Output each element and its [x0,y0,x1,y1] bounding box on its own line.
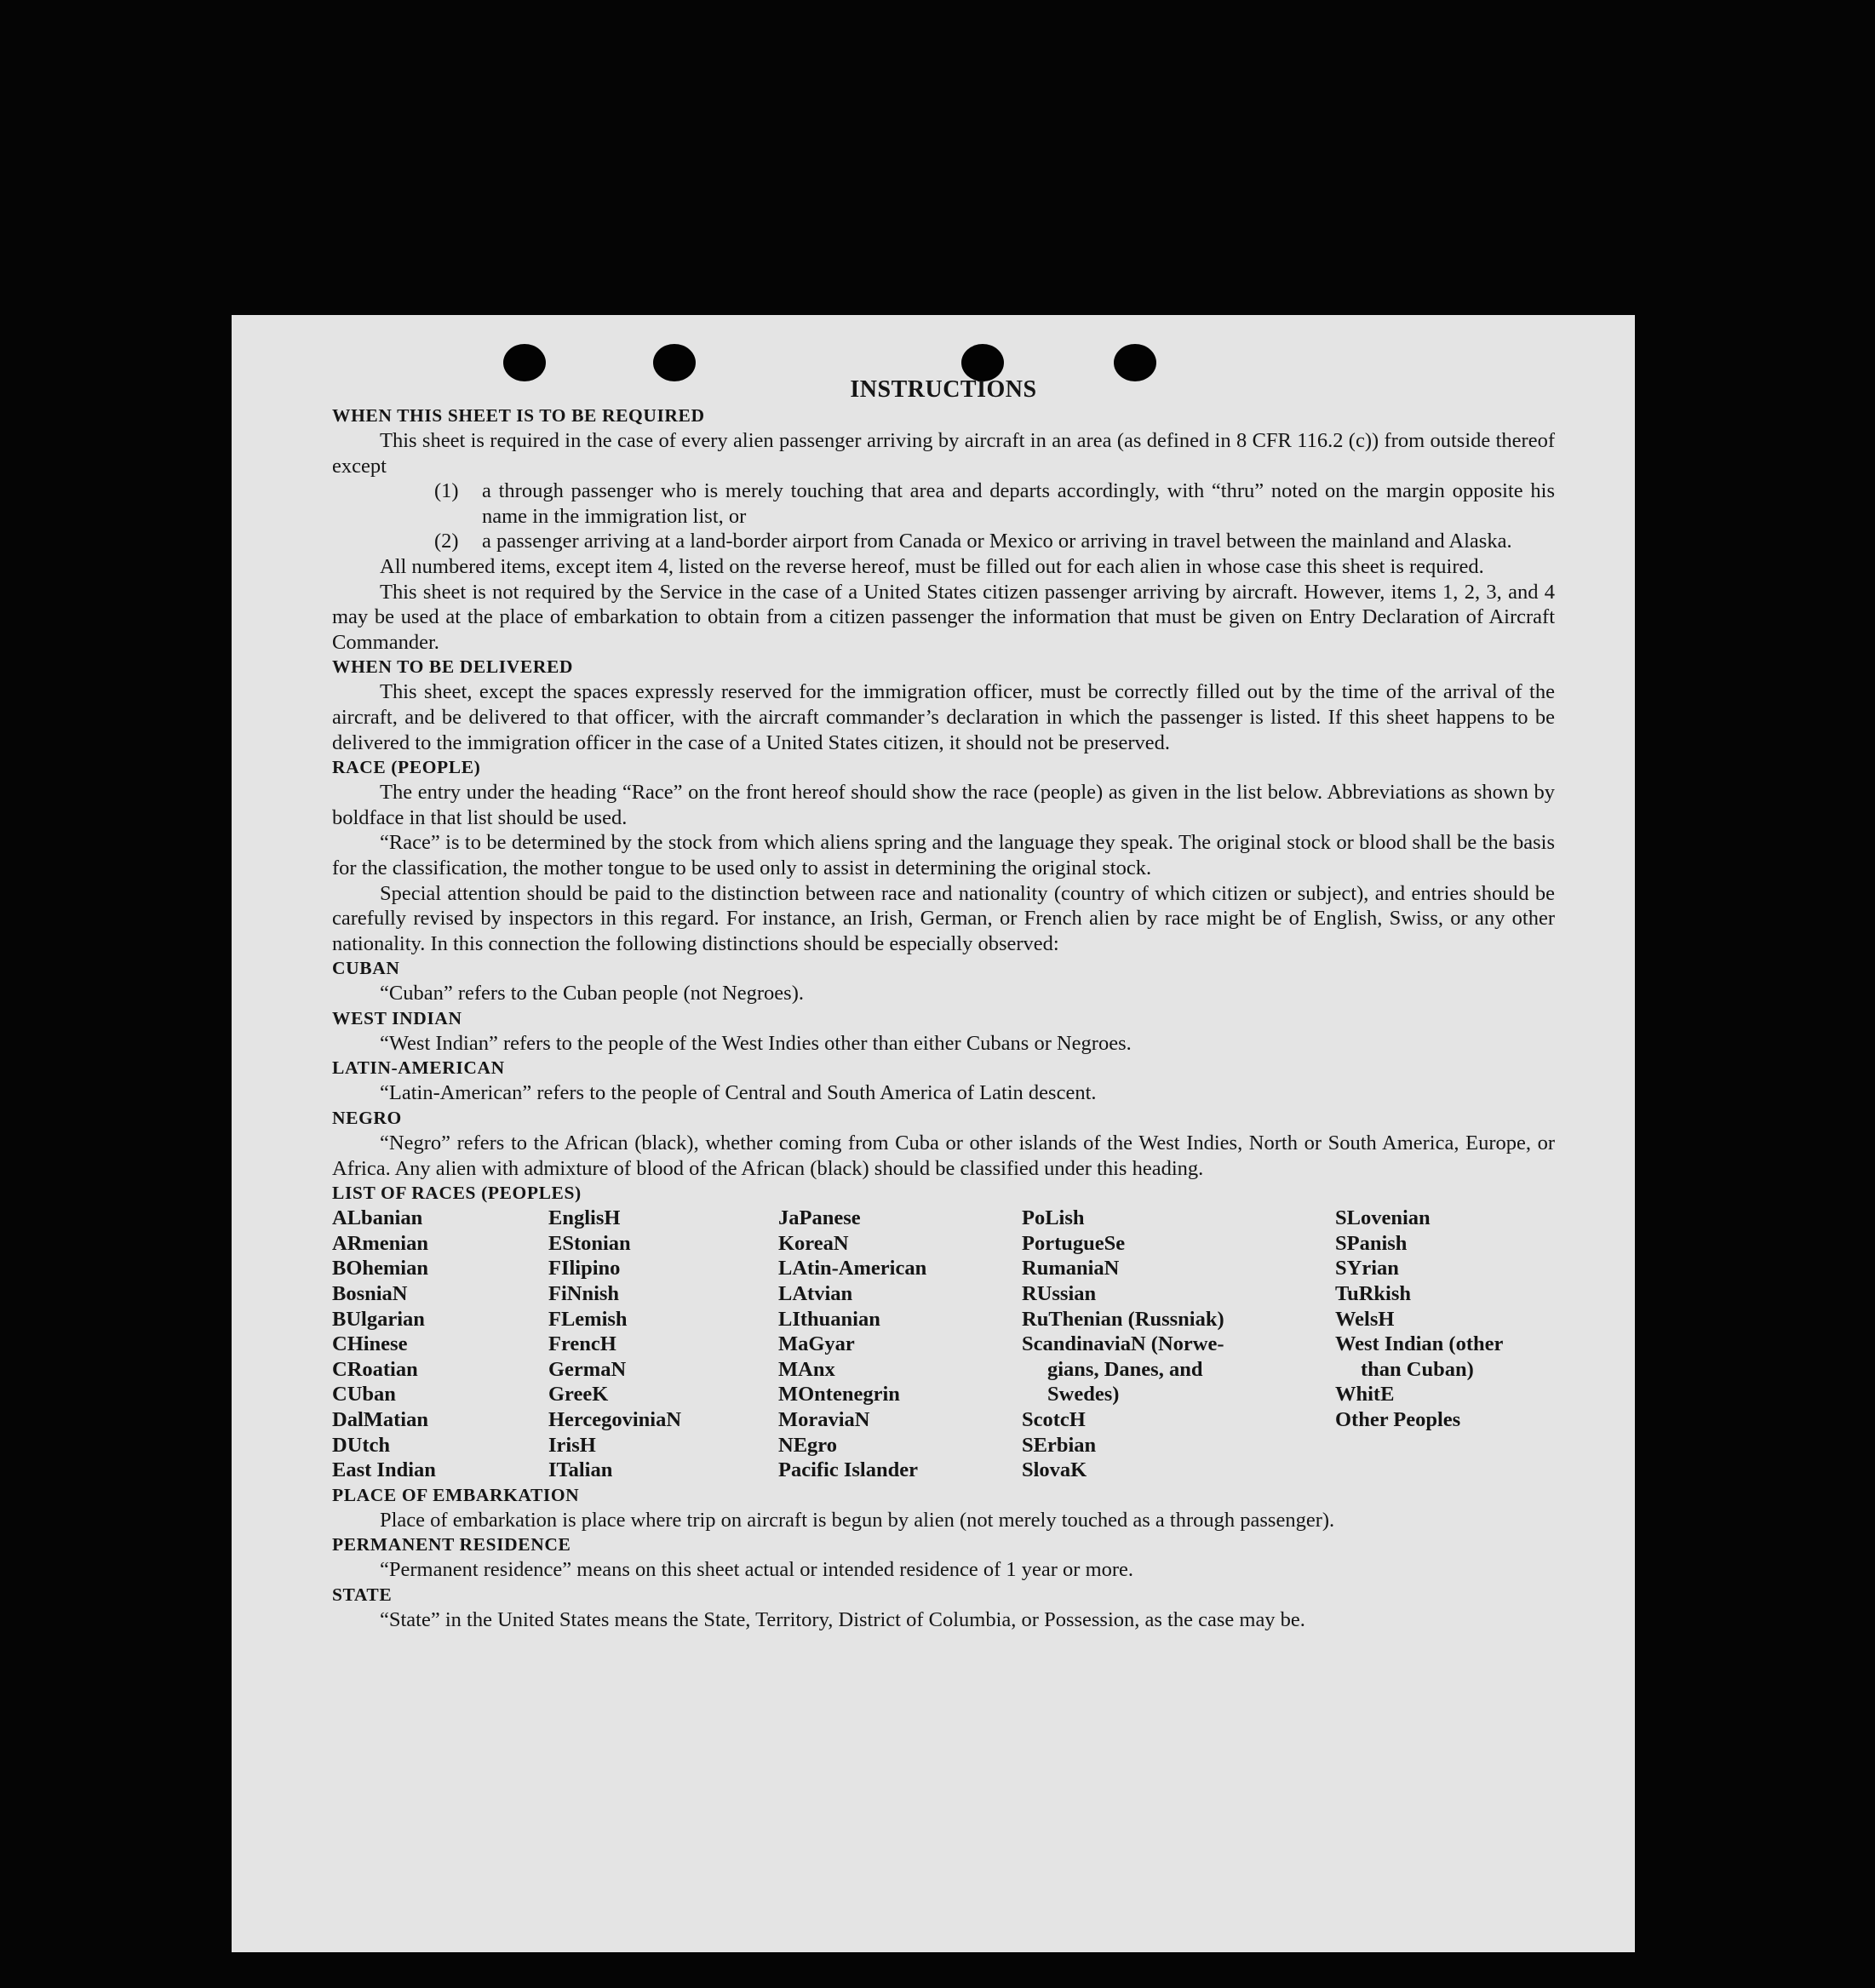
race-entry: MaGyar [778,1332,855,1356]
section-heading: NEGRO [332,1108,402,1129]
race-entry: MOntenegrin [778,1383,900,1406]
race-entry: East Indian [332,1458,436,1482]
section-heading: PLACE OF EMBARKATION [332,1484,580,1505]
paragraph: “State” in the United States means the State, Territory, District of Columbia, or Possession, as the case may be. [380,1607,1305,1631]
race-entry: ALbanian [332,1206,423,1230]
race-entry: FLemish [548,1307,628,1331]
paragraph: Special attention should be paid to the distinction between race and nationality (country of which citizen or subject), and entries should be carefully revised by inspectors in this regard. For instance, an Irish, German, or French alien by race might be of English, Swiss, or any other nationality. In this connection the following distinctions should be especially observed: [332,881,1555,955]
race-entry: SlovaK [1022,1458,1087,1482]
race-entry: PortugueSe [1022,1231,1126,1255]
paragraph: “Permanent residence” means on this sheet actual or intended residence of 1 year or more. [380,1558,1134,1582]
item-text: a through passenger who is merely touching that area and departs accordingly, with “thru” noted on the margin opposite his name in the immigration list, or [482,479,1555,528]
paragraph: “Cuban” refers to the Cuban people (not Negroes). [380,982,804,1005]
race-entry: FrencH [548,1332,616,1356]
item-number: (1) [434,479,459,503]
section-heading: WHEN THIS SHEET IS TO BE REQUIRED [332,405,705,426]
race-entry: JaPanese [778,1206,861,1230]
instructions-body [332,376,1555,1633]
race-entry: HercegoviniaN [548,1408,682,1431]
race-entry: EStonian [548,1231,631,1255]
races-column [1022,1206,1335,1483]
race-entry: LAtvian [778,1282,853,1306]
races-column [778,1206,1022,1483]
race-entry: SPanish [1335,1231,1408,1255]
section-heading: STATE [332,1584,393,1605]
race-entry: KoreaN [778,1231,849,1255]
list-item [434,478,1555,529]
races-list [332,1206,1555,1483]
race-entry: SLovenian [1335,1206,1431,1230]
race-entry: ITalian [548,1458,613,1482]
race-entry: BUlgarian [332,1307,425,1331]
race-entry: BOhemian [332,1257,428,1280]
races-column [332,1206,548,1483]
race-entry: LIthuanian [778,1307,880,1331]
race-entry: GermaN [548,1357,627,1381]
section-heading: RACE (PEOPLE) [332,757,481,778]
race-entry: GreeK [548,1383,609,1406]
race-entry: RumaniaN [1022,1257,1120,1280]
paragraph: This sheet, except the spaces expressly reserved for the immigration officer, must be correctly filled out by the time of the arrival of the aircraft, and be delivered to that officer, with the aircraft commander’s declaration in which the passenger is listed. If this sheet happens to be delivered to the immigration officer in the case of a United States citizen, it should not be preserved. [332,680,1555,754]
section-heading: WHEN TO BE DELIVERED [332,656,574,678]
race-entry: ScotcH [1022,1408,1086,1431]
race-entry: CUban [332,1383,396,1406]
paragraph: All numbered items, except item 4, listed on the reverse hereof, must be filled out for each alien in whose case this sheet is required. [380,554,1484,578]
race-entry: West Indian (other [1335,1332,1504,1356]
list-item [434,529,1555,554]
paragraph: “Race” is to be determined by the stock from which aliens spring and the language they speak. The original stock or blood shall be the basis for the classification, the mother tongue to be used only to assist in determining the original stock. [332,831,1555,879]
race-entry: FiNnish [548,1282,620,1306]
page-title: INSTRUCTIONS [850,376,1037,403]
section-heading: LIST OF RACES (PEOPLES) [332,1183,582,1204]
item-text: a passenger arriving at a land-border airport from Canada or Mexico or arriving in travel between the mainland and Alaska. [482,530,1512,553]
document-sheet [232,315,1635,1952]
race-entry: NEgro [778,1433,837,1457]
races-column [548,1206,778,1483]
race-entry: ScandinaviaN (Norwe- [1022,1332,1224,1356]
race-entry: MoraviaN [778,1408,870,1431]
paragraph: Place of embarkation is place where trip on aircraft is begun by alien (not merely touched as a through passenger). [380,1508,1335,1532]
race-entry: DalMatian [332,1408,428,1431]
race-entry: ARmenian [332,1231,428,1255]
item-number: (2) [434,530,459,553]
race-entry: LAtin-American [778,1257,927,1280]
race-entry: IrisH [548,1433,596,1457]
paragraph: This sheet is required in the case of every alien passenger arriving by aircraft in an area (as defined in 8 CFR 116.2 (c)) from outside thereof except [332,429,1555,478]
section-heading: LATIN-AMERICAN [332,1057,505,1079]
race-entry: gians, Danes, and [1047,1357,1203,1381]
paragraph: “Latin-American” refers to the people of Central and South America of Latin descent. [380,1081,1097,1105]
race-entry: SYrian [1335,1257,1399,1280]
race-entry: DUtch [332,1433,391,1457]
race-entry: WhitE [1335,1383,1395,1406]
race-entry: than Cuban) [1361,1357,1474,1381]
race-entry: MAnx [778,1357,835,1381]
race-entry: RuThenian (Russniak) [1022,1307,1224,1331]
race-entry: FIlipino [548,1257,621,1280]
race-entry: SErbian [1022,1433,1097,1457]
paragraph: “West Indian” refers to the people of the West Indies other than either Cubans or Negroes. [380,1031,1132,1055]
paragraph: This sheet is not required by the Service in the case of a United States citizen passenger arriving by aircraft. However, items 1, 2, 3, and 4 may be used at the place of embarkation to obtain from a citizen passenger the information that must be given on Entry Declaration of Aircraft Commander. [332,580,1555,654]
race-entry: WelsH [1335,1307,1395,1331]
race-entry: Pacific Islander [778,1458,918,1482]
race-entry: EnglisH [548,1206,621,1230]
race-entry: TuRkish [1335,1282,1412,1306]
races-column [1335,1206,1555,1483]
paragraph: “Negro” refers to the African (black), whether coming from Cuba or other islands of the West Indies, North or South America, Europe, or Africa. Any alien with admixture of blood of the African (black) should be classified under this heading. [332,1131,1555,1180]
section-heading: WEST INDIAN [332,1007,462,1028]
race-entry: Other Peoples [1335,1408,1461,1431]
race-entry: Swedes) [1047,1383,1120,1406]
race-entry: BosniaN [332,1282,408,1306]
race-entry: RUssian [1022,1282,1097,1306]
race-entry: CHinese [332,1332,408,1356]
section-heading: PERMANENT RESIDENCE [332,1534,571,1555]
race-entry: CRoatian [332,1357,418,1381]
race-entry: PoLish [1022,1206,1085,1230]
section-heading: CUBAN [332,958,400,979]
paragraph: The entry under the heading “Race” on the front hereof should show the race (people) as given in the list below. Abbreviations as shown by boldface in that list should be used. [332,781,1555,829]
